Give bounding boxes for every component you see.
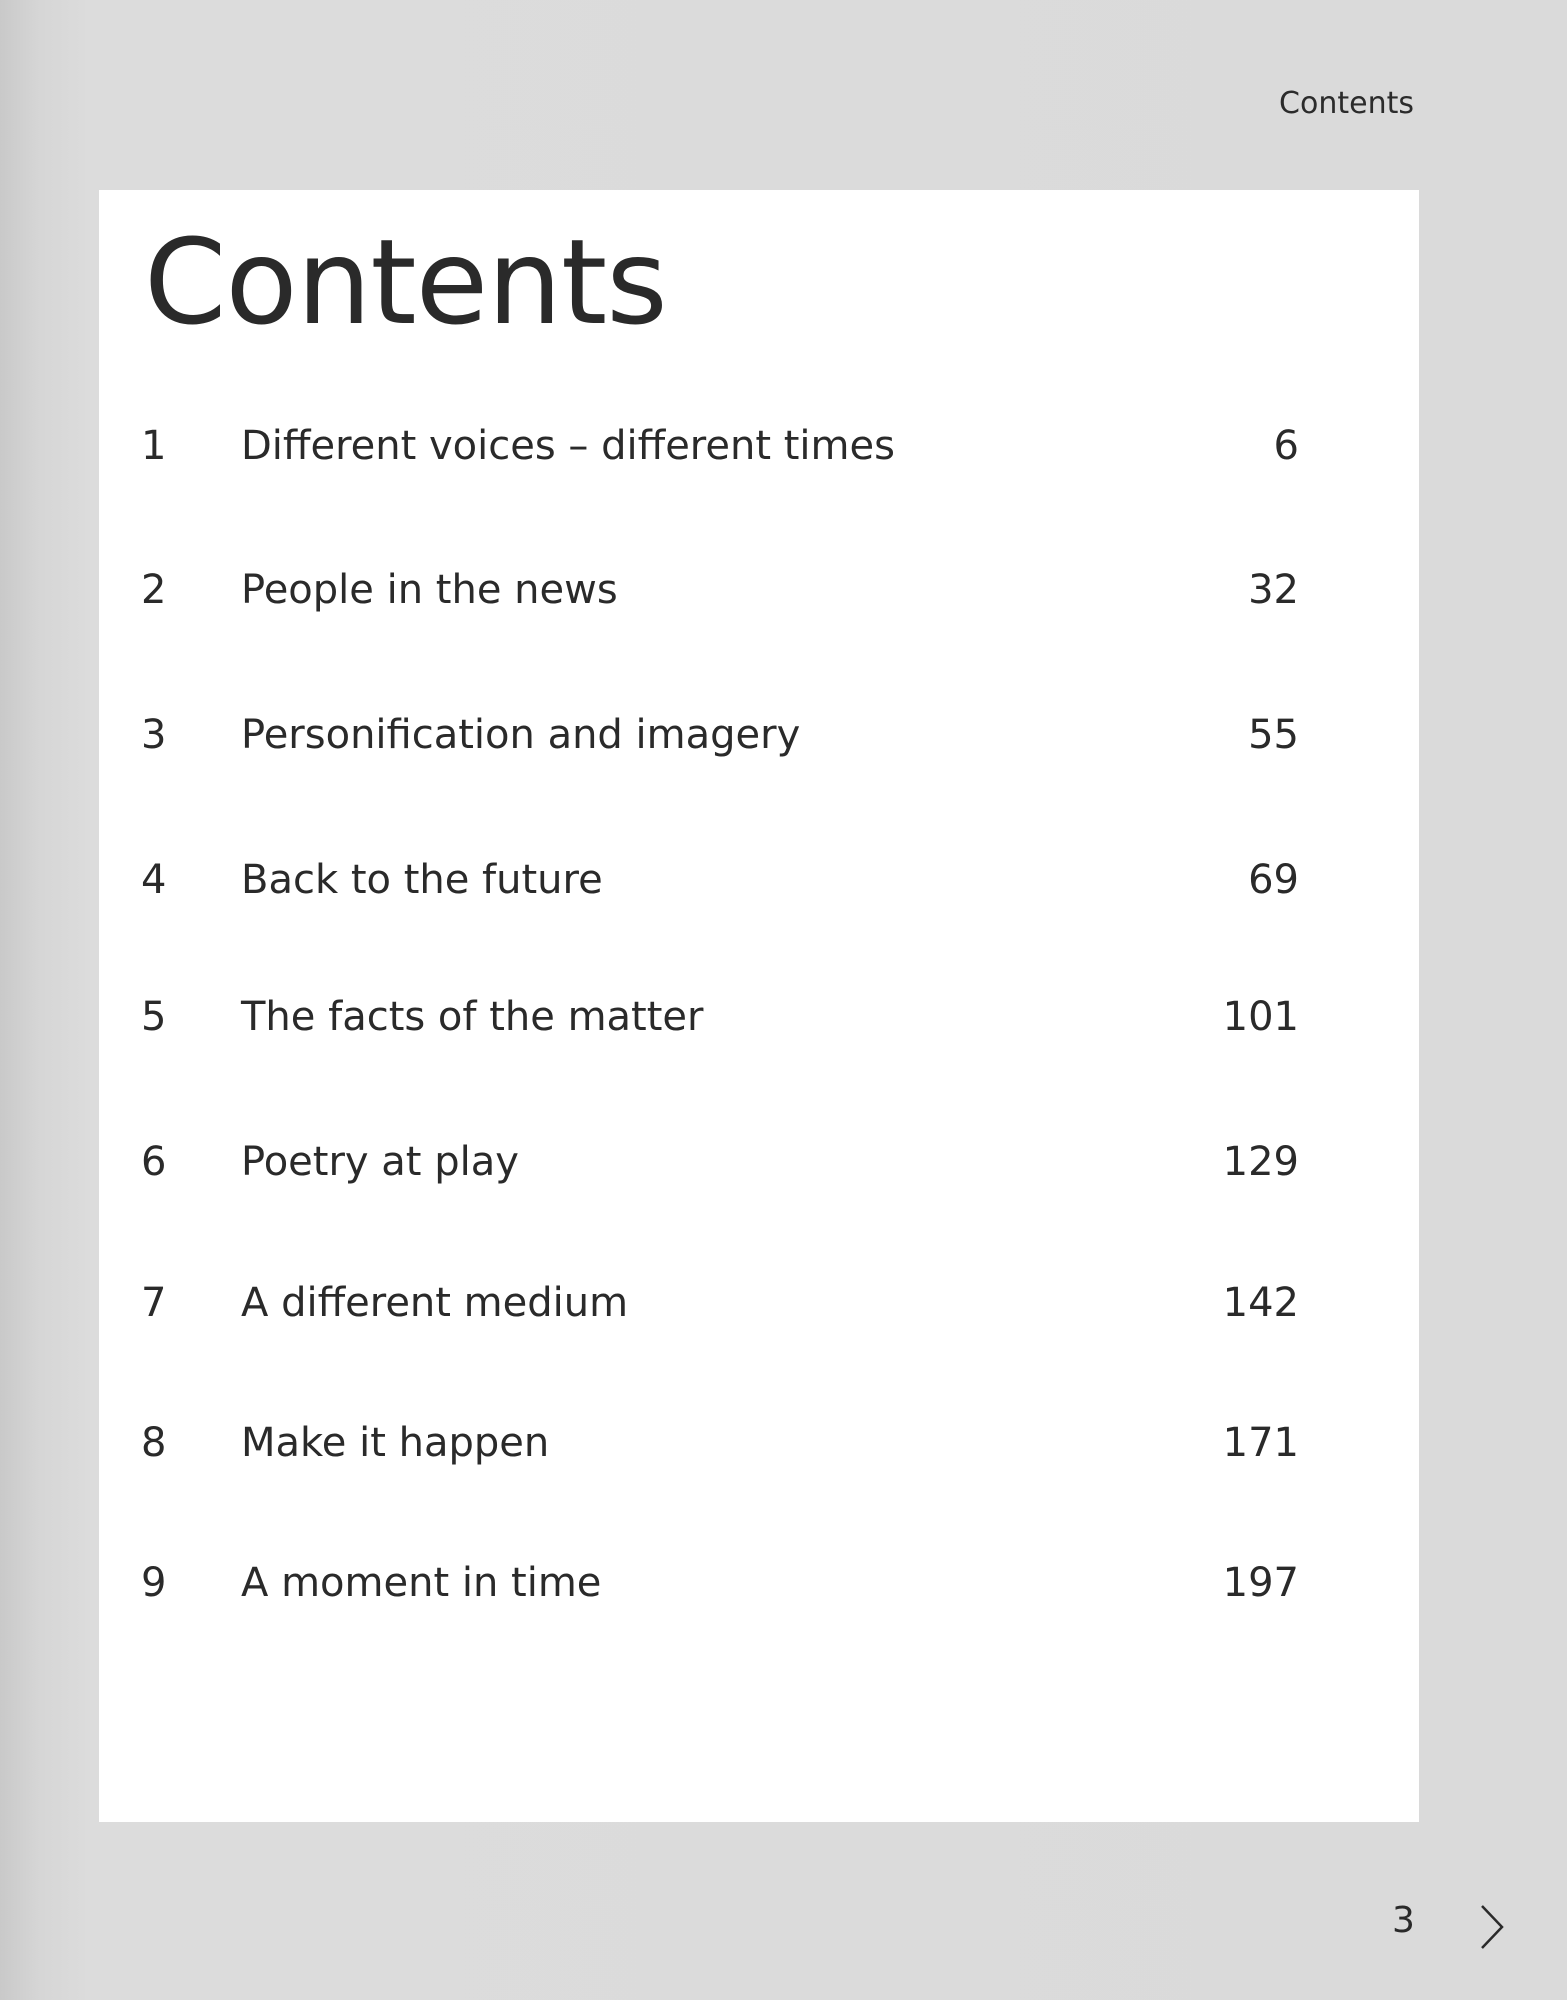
chapter-page: 129 xyxy=(1222,1139,1299,1185)
toc-entry[interactable] xyxy=(99,987,1419,1047)
contents-panel xyxy=(99,190,1419,1822)
chapter-number: 7 xyxy=(141,1280,167,1326)
page-title: Contents xyxy=(144,213,667,351)
chapter-page: 197 xyxy=(1222,1560,1299,1606)
chapter-number: 3 xyxy=(141,712,167,758)
chapter-title: The facts of the matter xyxy=(241,994,704,1040)
chapter-page: 171 xyxy=(1222,1420,1299,1466)
chapter-title: Poetry at play xyxy=(241,1139,519,1185)
chapter-title: A moment in time xyxy=(241,1560,602,1606)
chapter-page: 69 xyxy=(1248,857,1299,903)
chapter-page: 55 xyxy=(1248,712,1299,758)
toc-entry[interactable] xyxy=(99,850,1419,910)
chapter-title: Make it happen xyxy=(241,1420,550,1466)
chapter-number: 6 xyxy=(141,1139,167,1185)
running-head: Contents xyxy=(1279,86,1414,121)
chapter-number: 5 xyxy=(141,994,167,1040)
chapter-page: 32 xyxy=(1248,567,1299,613)
page-number: 3 xyxy=(1392,1900,1415,1941)
chapter-title: People in the news xyxy=(241,567,618,613)
toc-entry[interactable] xyxy=(99,1413,1419,1473)
chapter-page: 142 xyxy=(1222,1280,1299,1326)
chapter-number: 4 xyxy=(141,857,167,903)
toc-entry[interactable] xyxy=(99,1273,1419,1333)
toc-entry[interactable] xyxy=(99,1132,1419,1192)
toc-entry[interactable] xyxy=(99,560,1419,620)
chapter-title: Personification and imagery xyxy=(241,712,801,758)
toc-entry[interactable] xyxy=(99,705,1419,765)
chapter-number: 9 xyxy=(141,1560,167,1606)
chapter-number: 2 xyxy=(141,567,167,613)
chapter-title: Back to the future xyxy=(241,857,603,903)
chapter-page: 6 xyxy=(1273,423,1299,469)
toc-entry[interactable] xyxy=(99,416,1419,476)
chapter-title: Different voices – different times xyxy=(241,423,895,469)
chapter-number: 1 xyxy=(141,423,167,469)
chapter-page: 101 xyxy=(1222,994,1299,1040)
chapter-number: 8 xyxy=(141,1420,167,1466)
toc-entry[interactable] xyxy=(99,1553,1419,1613)
chapter-title: A different medium xyxy=(241,1280,629,1326)
chevron-right-icon[interactable] xyxy=(1476,1902,1506,1952)
